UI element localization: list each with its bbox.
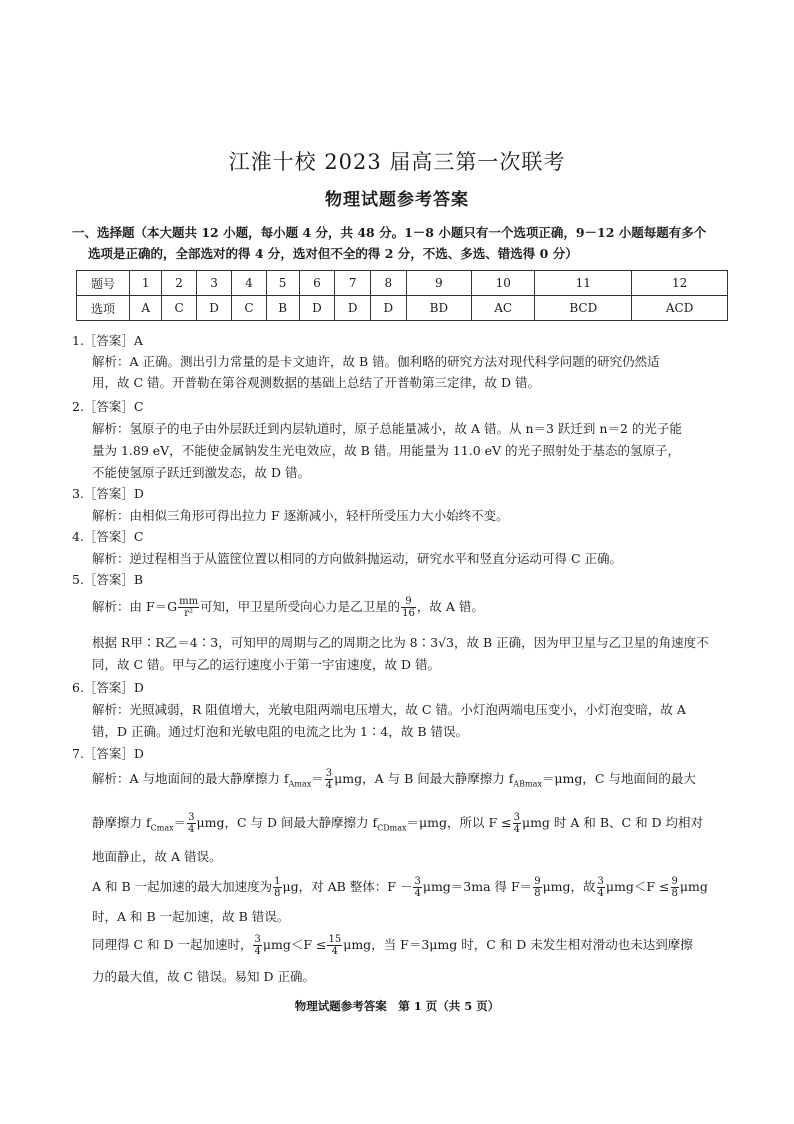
exam-title: 江淮十校 2023 届高三第一次联考 bbox=[228, 150, 566, 174]
q7-explanation-line: 同理得 C 和 D 一起加速时， $\frac{3}{4}$ μmg＜F ≤ $\frac{15}{4}$ μmg，当 F＝3μmg 时，C 和 D 未发生相对滑动也未达到摩擦 bbox=[92, 934, 693, 957]
q6-answer: 6.［答案］D bbox=[72, 680, 144, 695]
fraction: $\frac{15}{4}$ bbox=[328, 934, 342, 957]
q5-text: ，故 A 错。 bbox=[416, 599, 484, 614]
q1-answer: 1.［答案］A bbox=[72, 333, 143, 348]
table-row-numbers bbox=[77, 271, 728, 296]
row-label-answer: 选项 bbox=[77, 296, 130, 321]
fraction: $\frac{mm}{\text{r²}}$ bbox=[179, 596, 199, 619]
q7-explanation-line: 地面静止，故 A 错误。 bbox=[92, 849, 222, 864]
table-cell: 9 bbox=[406, 271, 471, 296]
fraction: $\frac{3}{4}$ bbox=[513, 812, 520, 835]
table-cell: D bbox=[335, 296, 371, 321]
q7-answer: 7.［答案］D bbox=[72, 746, 144, 761]
section-line-1: 一、选择题（本大题共 12 小题，每小题 4 分，共 48 分。1－8 小题只有一个选项正确，9－12 小题每题有多个 bbox=[72, 225, 707, 240]
table-cell: C bbox=[162, 296, 196, 321]
fraction: $\frac{9}{16}$ bbox=[402, 596, 415, 619]
table-cell: 5 bbox=[266, 271, 299, 296]
section-heading bbox=[72, 222, 732, 264]
q2-explanation-line: 解析：氢原子的电子由外层跃迁到内层轨道时，原子总能量减小，故 A 错。从 n＝3 跃迁到 n＝2 的光子能 bbox=[92, 421, 682, 436]
table-cell: BD bbox=[406, 296, 471, 321]
fraction: $\frac{3}{4}$ bbox=[188, 812, 195, 835]
q6-explanation-line: 错，D 正确。通过灯泡和光敏电阻的电流之比为 1∶4，故 B 错误。 bbox=[92, 724, 469, 739]
table-cell: 10 bbox=[472, 271, 535, 296]
table-cell: 1 bbox=[130, 271, 162, 296]
table-row-answers bbox=[77, 296, 728, 321]
section-line-2: 选项是正确的，全部选对的得 4 分，选对但不全的得 2 分，不选、多选、错选得 0 分） bbox=[88, 246, 578, 261]
fraction: $\frac{3}{4}$ bbox=[597, 876, 604, 899]
table-cell: 2 bbox=[162, 271, 196, 296]
fraction: $\frac{3}{4}$ bbox=[325, 768, 333, 791]
q4-explanation-line: 解析：逆过程相当于从篮筐位置以相同的方向做斜抛运动，研究水平和竖直分运动可得 C 正确。 bbox=[92, 551, 623, 566]
table-cell: 7 bbox=[335, 271, 371, 296]
answer-key-table bbox=[76, 270, 728, 321]
table-cell: D bbox=[371, 296, 407, 321]
table-cell: AC bbox=[472, 296, 535, 321]
fraction: $\frac{3}{4}$ bbox=[254, 934, 261, 957]
row-label-number: 题号 bbox=[77, 271, 130, 296]
q1-explanation-line: 用，故 C 错。开普勒在第谷观测数据的基础上总结了开普勒第三定律，故 D 错。 bbox=[92, 375, 540, 390]
q7-explanation-line: 力的最大值，故 C 错误。易知 D 正确。 bbox=[92, 969, 315, 984]
q5-explanation-line: 同，故 C 错。甲与乙的运行速度小于第一宇宙速度，故 D 错。 bbox=[92, 657, 440, 672]
q2-explanation-line: 不能使氢原子跃迁到激发态，故 D 错。 bbox=[92, 465, 310, 480]
table-cell: ACD bbox=[632, 296, 728, 321]
table-cell: D bbox=[196, 296, 232, 321]
q5-explanation-line: 根据 R甲∶R乙＝4∶3，可知甲的周期与乙的周期之比为 8∶3√3，故 B 正确，因为甲卫星与乙卫星的角速度不 bbox=[92, 635, 709, 650]
fraction: $\frac{3}{4}$ bbox=[414, 876, 421, 899]
q7-explanation-line: 静摩擦力 $f_{Cmax}=$ $\frac{3}{4}$ μmg，C 与 D 间最大静摩擦力 $f_{CDmax}=\mu mg$，所以 F ≤ $\frac{3}{4}$ μmg 时 A 和 B、C 和 D 均相对 bbox=[92, 812, 704, 835]
exam-subtitle: 物理试题参考答案 bbox=[325, 190, 469, 210]
q6-explanation-line: 解析：光照减弱，R 阻值增大，光敏电阻两端电压增大，故 C 错。小灯泡两端电压变小，小灯泡变暗，故 A bbox=[92, 702, 686, 717]
q1-explanation-line: 解析：A 正确。测出引力常量的是卡文迪许，故 B 错。伽利略的研究方法对现代科学问题的研究仍然适 bbox=[92, 354, 660, 369]
q3-explanation-line: 解析：由相似三角形可得出拉力 F 逐渐减小，轻杆所受压力大小始终不变。 bbox=[92, 508, 509, 523]
q2-explanation-line: 量为 1.89 eV，不能使金属钠发生光电效应，故 B 错。用能量为 11.0 eV 的光子照射处于基态的氢原子， bbox=[92, 443, 681, 458]
table-cell: 11 bbox=[535, 271, 632, 296]
q5-explanation-line bbox=[92, 594, 484, 620]
q7-explanation-line: 解析：A 与地面间的最大静摩擦力 $f_{Amax}=$ $\frac{3}{4}$ μmg，A 与 B 间最大静摩擦力 $f_{ABmax}=\mu mg$，C 与地面间的最大 bbox=[92, 768, 696, 791]
fraction: $\frac{9}{8}$ bbox=[671, 876, 678, 899]
q3-answer: 3.［答案］D bbox=[72, 486, 144, 501]
table-cell: BCD bbox=[535, 296, 632, 321]
table-cell: A bbox=[130, 296, 162, 321]
fraction: $\frac{1}{8}$ bbox=[274, 876, 281, 899]
q5-text: 解析：由 F＝G bbox=[92, 599, 178, 614]
q5-answer: 5.［答案］B bbox=[72, 572, 144, 587]
table-cell: B bbox=[266, 296, 299, 321]
q7-explanation-line: 时，A 和 B 一起加速，故 B 错误。 bbox=[92, 909, 290, 924]
table-cell: 3 bbox=[196, 271, 232, 296]
table-cell: 6 bbox=[299, 271, 335, 296]
q2-answer: 2.［答案］C bbox=[72, 399, 144, 414]
table-cell: D bbox=[299, 296, 335, 321]
table-cell: 8 bbox=[371, 271, 407, 296]
table-cell: 12 bbox=[632, 271, 728, 296]
q7-explanation-line: A 和 B 一起加速的最大加速度为 $\frac{1}{8}$ μg，对 AB 整体：F － $\frac{3}{4}$ μmg＝3ma 得 F＝ $\frac{9}{8}$ μmg，故 $\frac{3}{4}$ μmg＜F ≤ $\frac{9}{8}$ μmg bbox=[92, 876, 708, 899]
fraction: $\frac{9}{8}$ bbox=[534, 876, 541, 899]
table-cell: C bbox=[232, 296, 266, 321]
q4-answer: 4.［答案］C bbox=[72, 529, 144, 544]
table-cell: 4 bbox=[232, 271, 266, 296]
page-footer: 物理试题参考答案 第 1 页（共 5 页） bbox=[294, 999, 500, 1013]
q5-text: 可知，甲卫星所受向心力是乙卫星的 bbox=[200, 599, 401, 614]
